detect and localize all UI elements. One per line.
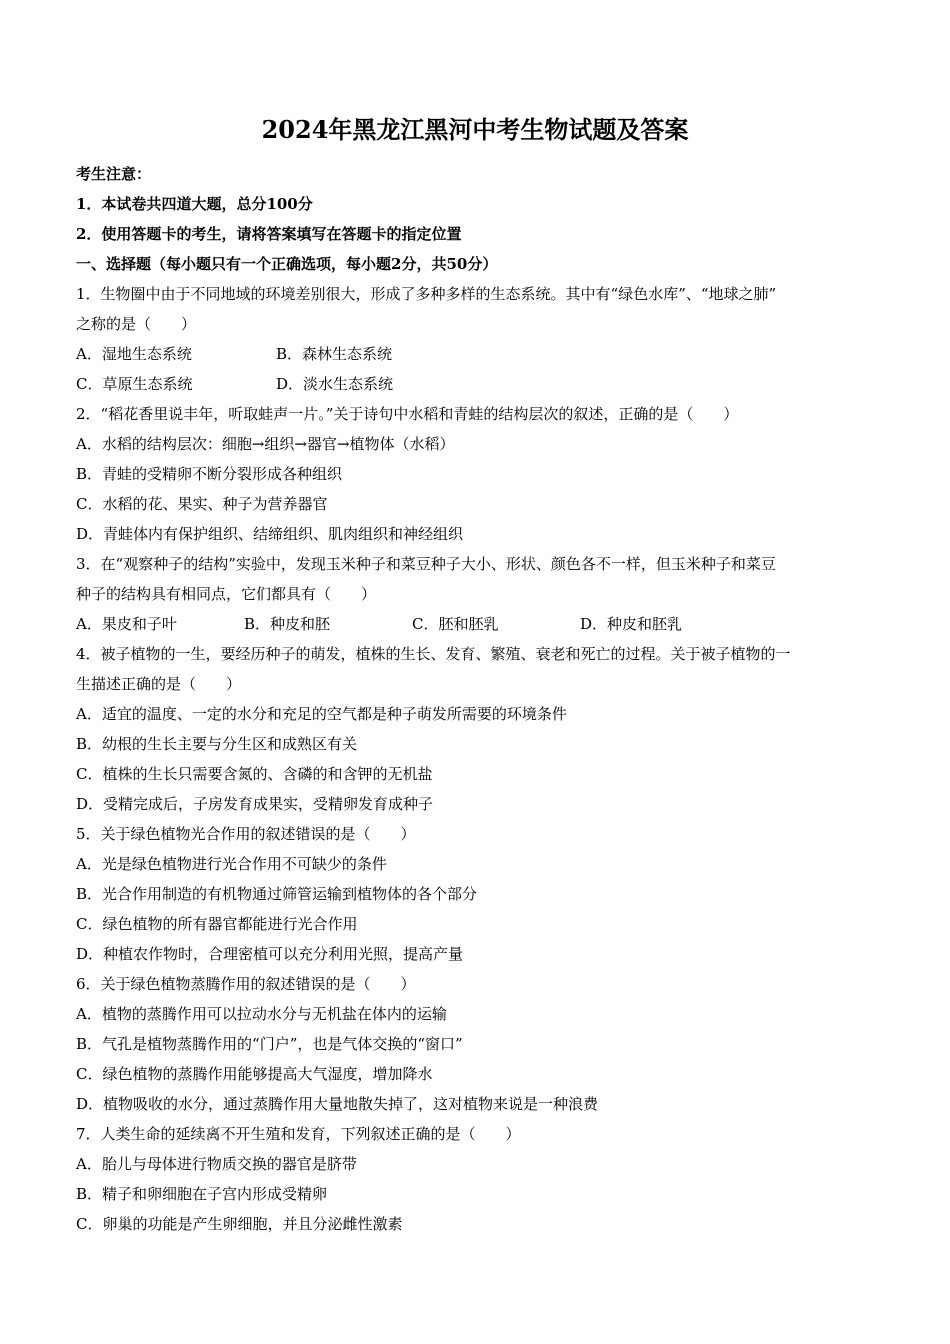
question-7-stem: 7．人类生命的延续离不开生殖和发育，下列叙述正确的是（ ） [76,1125,521,1143]
option-d: D．种植农作物时，合理密植可以充分利用光照，提高产量 [76,945,464,963]
option-b: B．种皮和胚 [244,615,331,633]
notice-item: 1．本试卷共四道大题，总分100分 [76,195,313,213]
question-1-stem: 之称的是（ ） [76,315,197,333]
question-3-stem: 种子的结构具有相同点，它们都具有（ ） [76,585,377,603]
question-4-stem: 生描述正确的是（ ） [76,675,242,693]
question-3-options-row [76,609,876,639]
option-d: D．受精完成后，子房发育成果实，受精卵发育成种子 [76,795,434,813]
option-a: A．光是绿色植物进行光合作用不可缺少的条件 [76,855,387,873]
notice-heading: 考生注意： [76,165,152,183]
option-a: A．果皮和子叶 [76,615,177,633]
option-c: C．水稻的花、果实、种子为营养器官 [76,495,328,513]
question-1-options-row [76,339,876,369]
option-b: B．青蛙的受精卵不断分裂形成各种组织 [76,465,343,483]
question-4-stem: 4．被子植物的一生，要经历种子的萌发，植株的生长、发育、繁殖、衰老和死亡的过程。关于被子植物的一 [76,645,791,663]
option-d: D．植物吸收的水分，通过蒸腾作用大量地散失掉了，这对植物来说是一种浪费 [76,1095,599,1113]
section-heading: 一、选择题（每小题只有一个正确选项，每小题2分，共50分） [76,255,498,273]
page-title: 2024年黑龙江黑河中考生物试题及答案 [261,115,689,144]
option-a: A．胎儿与母体进行物质交换的器官是脐带 [76,1155,357,1173]
question-1-options-row [76,369,876,399]
option-c: C．胚和胚乳 [412,615,499,633]
question-6-stem: 6．关于绿色植物蒸腾作用的叙述错误的是（ ） [76,975,416,993]
notice-item: 2．使用答题卡的考生，请将答案填写在答题卡的指定位置 [76,225,462,243]
question-5-stem: 5．关于绿色植物光合作用的叙述错误的是（ ） [76,825,416,843]
option-b: B．幼根的生长主要与分生区和成熟区有关 [76,735,358,753]
option-a: A．湿地生态系统 [76,345,192,363]
option-c: C．绿色植物的所有器官都能进行光合作用 [76,915,358,933]
option-a: A．水稻的结构层次：细胞→组织→器官→植物体（水稻） [76,435,455,453]
option-b: B．精子和卵细胞在子宫内形成受精卵 [76,1185,328,1203]
question-1-stem: 1．生物圈中由于不同地域的环境差别很大，形成了多种多样的生态系统。其中有“绿色水库”、“地球之肺” [76,285,777,303]
question-2-stem: 2．“稻花香里说丰年，听取蛙声一片。”关于诗句中水稻和青蛙的结构层次的叙述，正确的是（ ） [76,405,739,423]
option-c: C．绿色植物的蒸腾作用能够提高大气湿度，增加降水 [76,1065,433,1083]
option-c: C．草原生态系统 [76,375,193,393]
option-a: A．适宜的温度、一定的水分和充足的空气都是种子萌发所需要的环境条件 [76,705,567,723]
option-d: D．青蛙体内有保护组织、结缔组织、肌肉组织和神经组织 [76,525,464,543]
document-body [76,159,876,1239]
option-b: B．气孔是植物蒸腾作用的“门户”，也是气体交换的“窗口” [76,1035,463,1053]
option-c: C．植株的生长只需要含氮的、含磷的和含钾的无机盐 [76,765,433,783]
option-d: D．淡水生态系统 [276,375,394,393]
option-d: D．种皮和胚乳 [580,615,683,633]
option-a: A．植物的蒸腾作用可以拉动水分与无机盐在体内的运输 [76,1005,447,1023]
question-3-stem: 3．在“观察种子的结构”实验中，发现玉米种子和菜豆种子大小、形状、颜色各不一样，但玉米种子和菜豆 [76,555,776,573]
option-b: B．光合作用制造的有机物通过筛管运输到植物体的各个部分 [76,885,478,903]
option-c: C．卵巢的功能是产生卵细胞，并且分泌雌性激素 [76,1215,403,1233]
option-b: B．森林生态系统 [276,345,393,363]
